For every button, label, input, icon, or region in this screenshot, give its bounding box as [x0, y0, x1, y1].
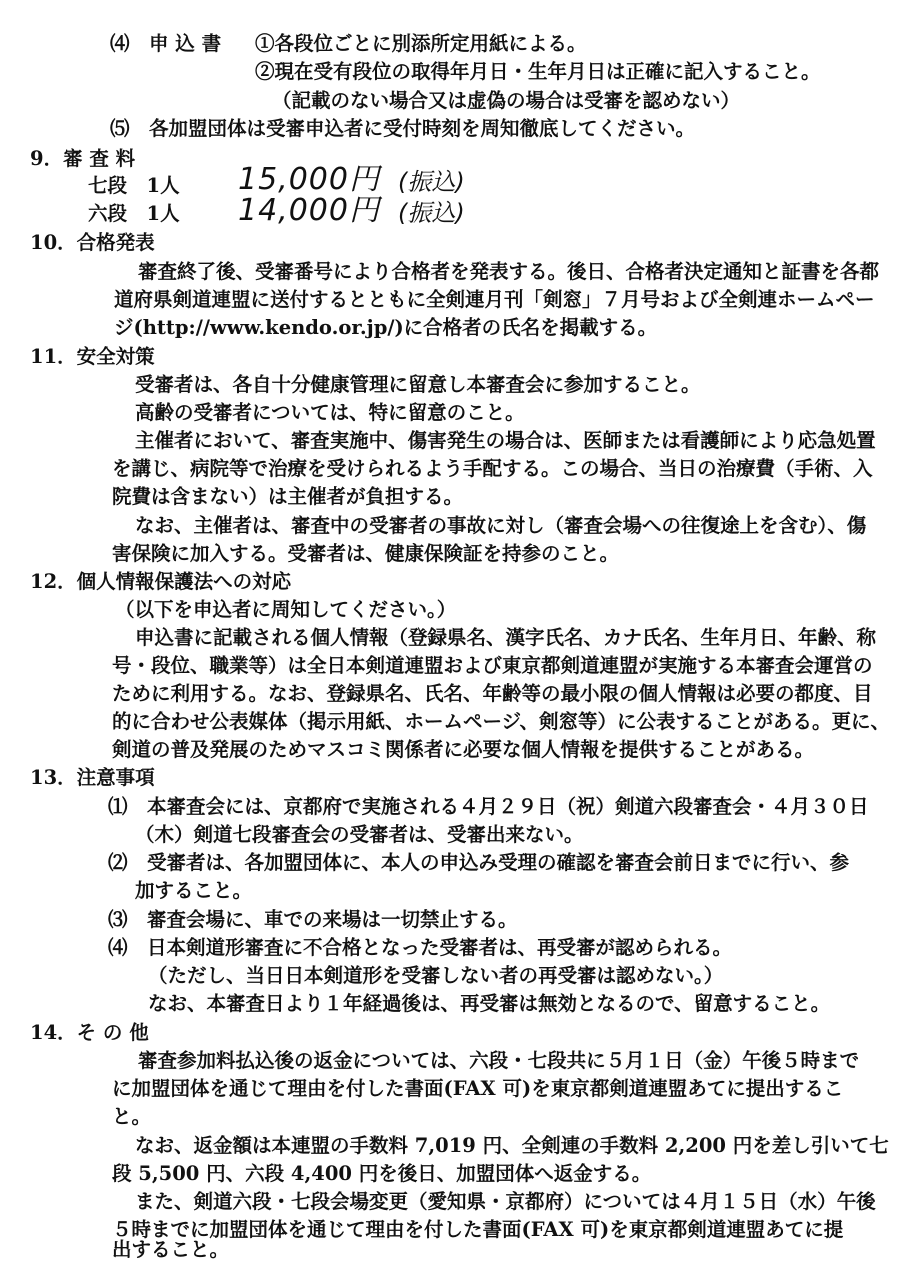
fee-row-7dan-amount: 15,000円 — [238, 162, 380, 197]
sec11-heading: 11．安全対策 — [30, 345, 155, 368]
sec13-line: （木）剣道七段審査会の受審者は、受審出来ない。 — [135, 823, 584, 846]
sec12-line: 申込書に記載される個人情報（登録県名、漢字氏名、カナ氏名、生年月日、年齢、称 — [135, 626, 877, 649]
fee-row-6dan-label: 六段 1人 — [88, 202, 180, 225]
sec10-line: 道府県剣道連盟に送付するとともに全剣連月刊「剣窓」７月号および全剣連ホームペー — [114, 288, 875, 311]
sec13-line: ⑵ 受審者は、各加盟団体に、本人の申込み受理の確認を審査会前日までに行い、参 — [108, 851, 850, 874]
s5-text: ⑸ 各加盟団体は受審申込者に受付時刻を周知徹底してください。 — [110, 117, 696, 140]
sec14-line: ５時までに加盟団体を通じて理由を付した書面(FAX 可)を東京都剣道連盟あてに提 — [112, 1218, 844, 1241]
sec14-line: と。 — [112, 1105, 152, 1128]
sec13-heading: 13．注意事項 — [30, 766, 155, 789]
sec14-line: 出すること。 — [112, 1238, 230, 1261]
sec11-line: 院費は含まない）は主催者が負担する。 — [112, 485, 464, 508]
sec13-line: なお、本審査日より１年経過後は、再受審は無効となるので、留意すること。 — [148, 992, 831, 1015]
sec10-line: 審査終了後、受審番号により合格者を発表する。後日、合格者決定通知と証書を各都 — [138, 260, 880, 283]
sec11-line: なお、主催者は、審査中の受審者の事故に対し（審査会場への往復途上を含む）、傷 — [135, 514, 867, 537]
sec12-line: 剣道の普及発展のためマスコミ関係者に必要な個人情報を提供することがある。 — [112, 738, 815, 761]
sec14-line: に加盟団体を通じて理由を付した書面(FAX 可)を東京都剣道連盟あてに提出するこ — [112, 1077, 844, 1100]
sec9-heading: 9．審 査 料 — [30, 147, 136, 170]
fee-row-7dan-label: 七段 1人 — [88, 174, 180, 197]
sec11-line: を講じ、病院等で治療を受けられるよう手配する。この場合、当日の治療費（手術、入 — [112, 457, 873, 480]
sec11-line: 受審者は、各自十分健康管理に留意し本審査会に参加すること。 — [135, 373, 701, 396]
sec13-line: 加すること。 — [135, 879, 253, 902]
fee-row-6dan-amount: 14,000円 — [238, 193, 380, 228]
sec13-line: ⑶ 審査会場に、車での来場は一切禁止する。 — [108, 908, 518, 931]
sec14-line: 段 5,500 円、六段 4,400 円を後日、加盟団体へ返金する。 — [112, 1162, 652, 1185]
sec12-heading: 12．個人情報保護法への対応 — [30, 570, 292, 593]
sec12-line: 的に合わせ公表媒体（掲示用紙、ホームページ、剣窓等）に公表することがある。更に、 — [112, 710, 891, 733]
sec11-line: 高齢の受審者については、特に留意のこと。 — [135, 401, 525, 424]
fee-row-6dan-note: (振込) — [398, 199, 465, 227]
sec12-line: （以下を申込者に周知してください。） — [115, 598, 457, 621]
sec13-line: （ただし、当日日本剣道形を受審しない者の再受審は認めない。） — [148, 964, 724, 987]
s4-label: ⑷ 申 込 書 — [110, 32, 222, 55]
sec13-line: ⑴ 本審査会には、京都府で実施される４月２９日（祝）剣道六段審査会・４月３０日 — [108, 795, 869, 818]
sec12-line: 号・段位、職業等）は全日本剣道連盟および東京都剣道連盟が実施する本審査会運営の — [112, 654, 873, 677]
sec13-line: ⑷ 日本剣道形審査に不合格となった受審者は、再受審が認められる。 — [108, 936, 733, 959]
fee-row-7dan-note: (振込) — [398, 168, 465, 196]
sec14-line: また、剣道六段・七段会場変更（愛知県・京都府）については４月１５日（水）午後 — [135, 1190, 876, 1213]
s4-line1: ①各段位ごとに別添所定用紙による。 — [255, 32, 587, 55]
sec11-line: 害保険に加入する。受審者は、健康保険証を持参のこと。 — [112, 542, 620, 565]
sec10-heading: 10．合格発表 — [30, 231, 155, 254]
s4-line3: （記載のない場合又は虚偽の場合は受審を認めない） — [272, 89, 741, 112]
s4-line2: ②現在受有段位の取得年月日・生年月日は正確に記入すること。 — [255, 60, 821, 83]
sec11-line: 主催者において、審査実施中、傷害発生の場合は、医師または看護師により応急処置 — [135, 429, 876, 452]
sec14-heading: 14．そ の 他 — [30, 1021, 149, 1044]
sec10-line: ジ(http://www.kendo.or.jp/)に合格者の氏名を掲載する。 — [114, 316, 658, 339]
sec14-line: なお、返金額は本連盟の手数料 7,019 円、全剣連の手数料 2,200 円を差し引いて七 — [135, 1134, 889, 1157]
sec12-line: ために利用する。なお、登録県名、氏名、年齢等の最小限の個人情報は必要の都度、目 — [112, 682, 873, 705]
sec14-line: 審査参加料払込後の返金については、六段・七段共に５月１日（金）午後５時まで — [138, 1049, 860, 1072]
